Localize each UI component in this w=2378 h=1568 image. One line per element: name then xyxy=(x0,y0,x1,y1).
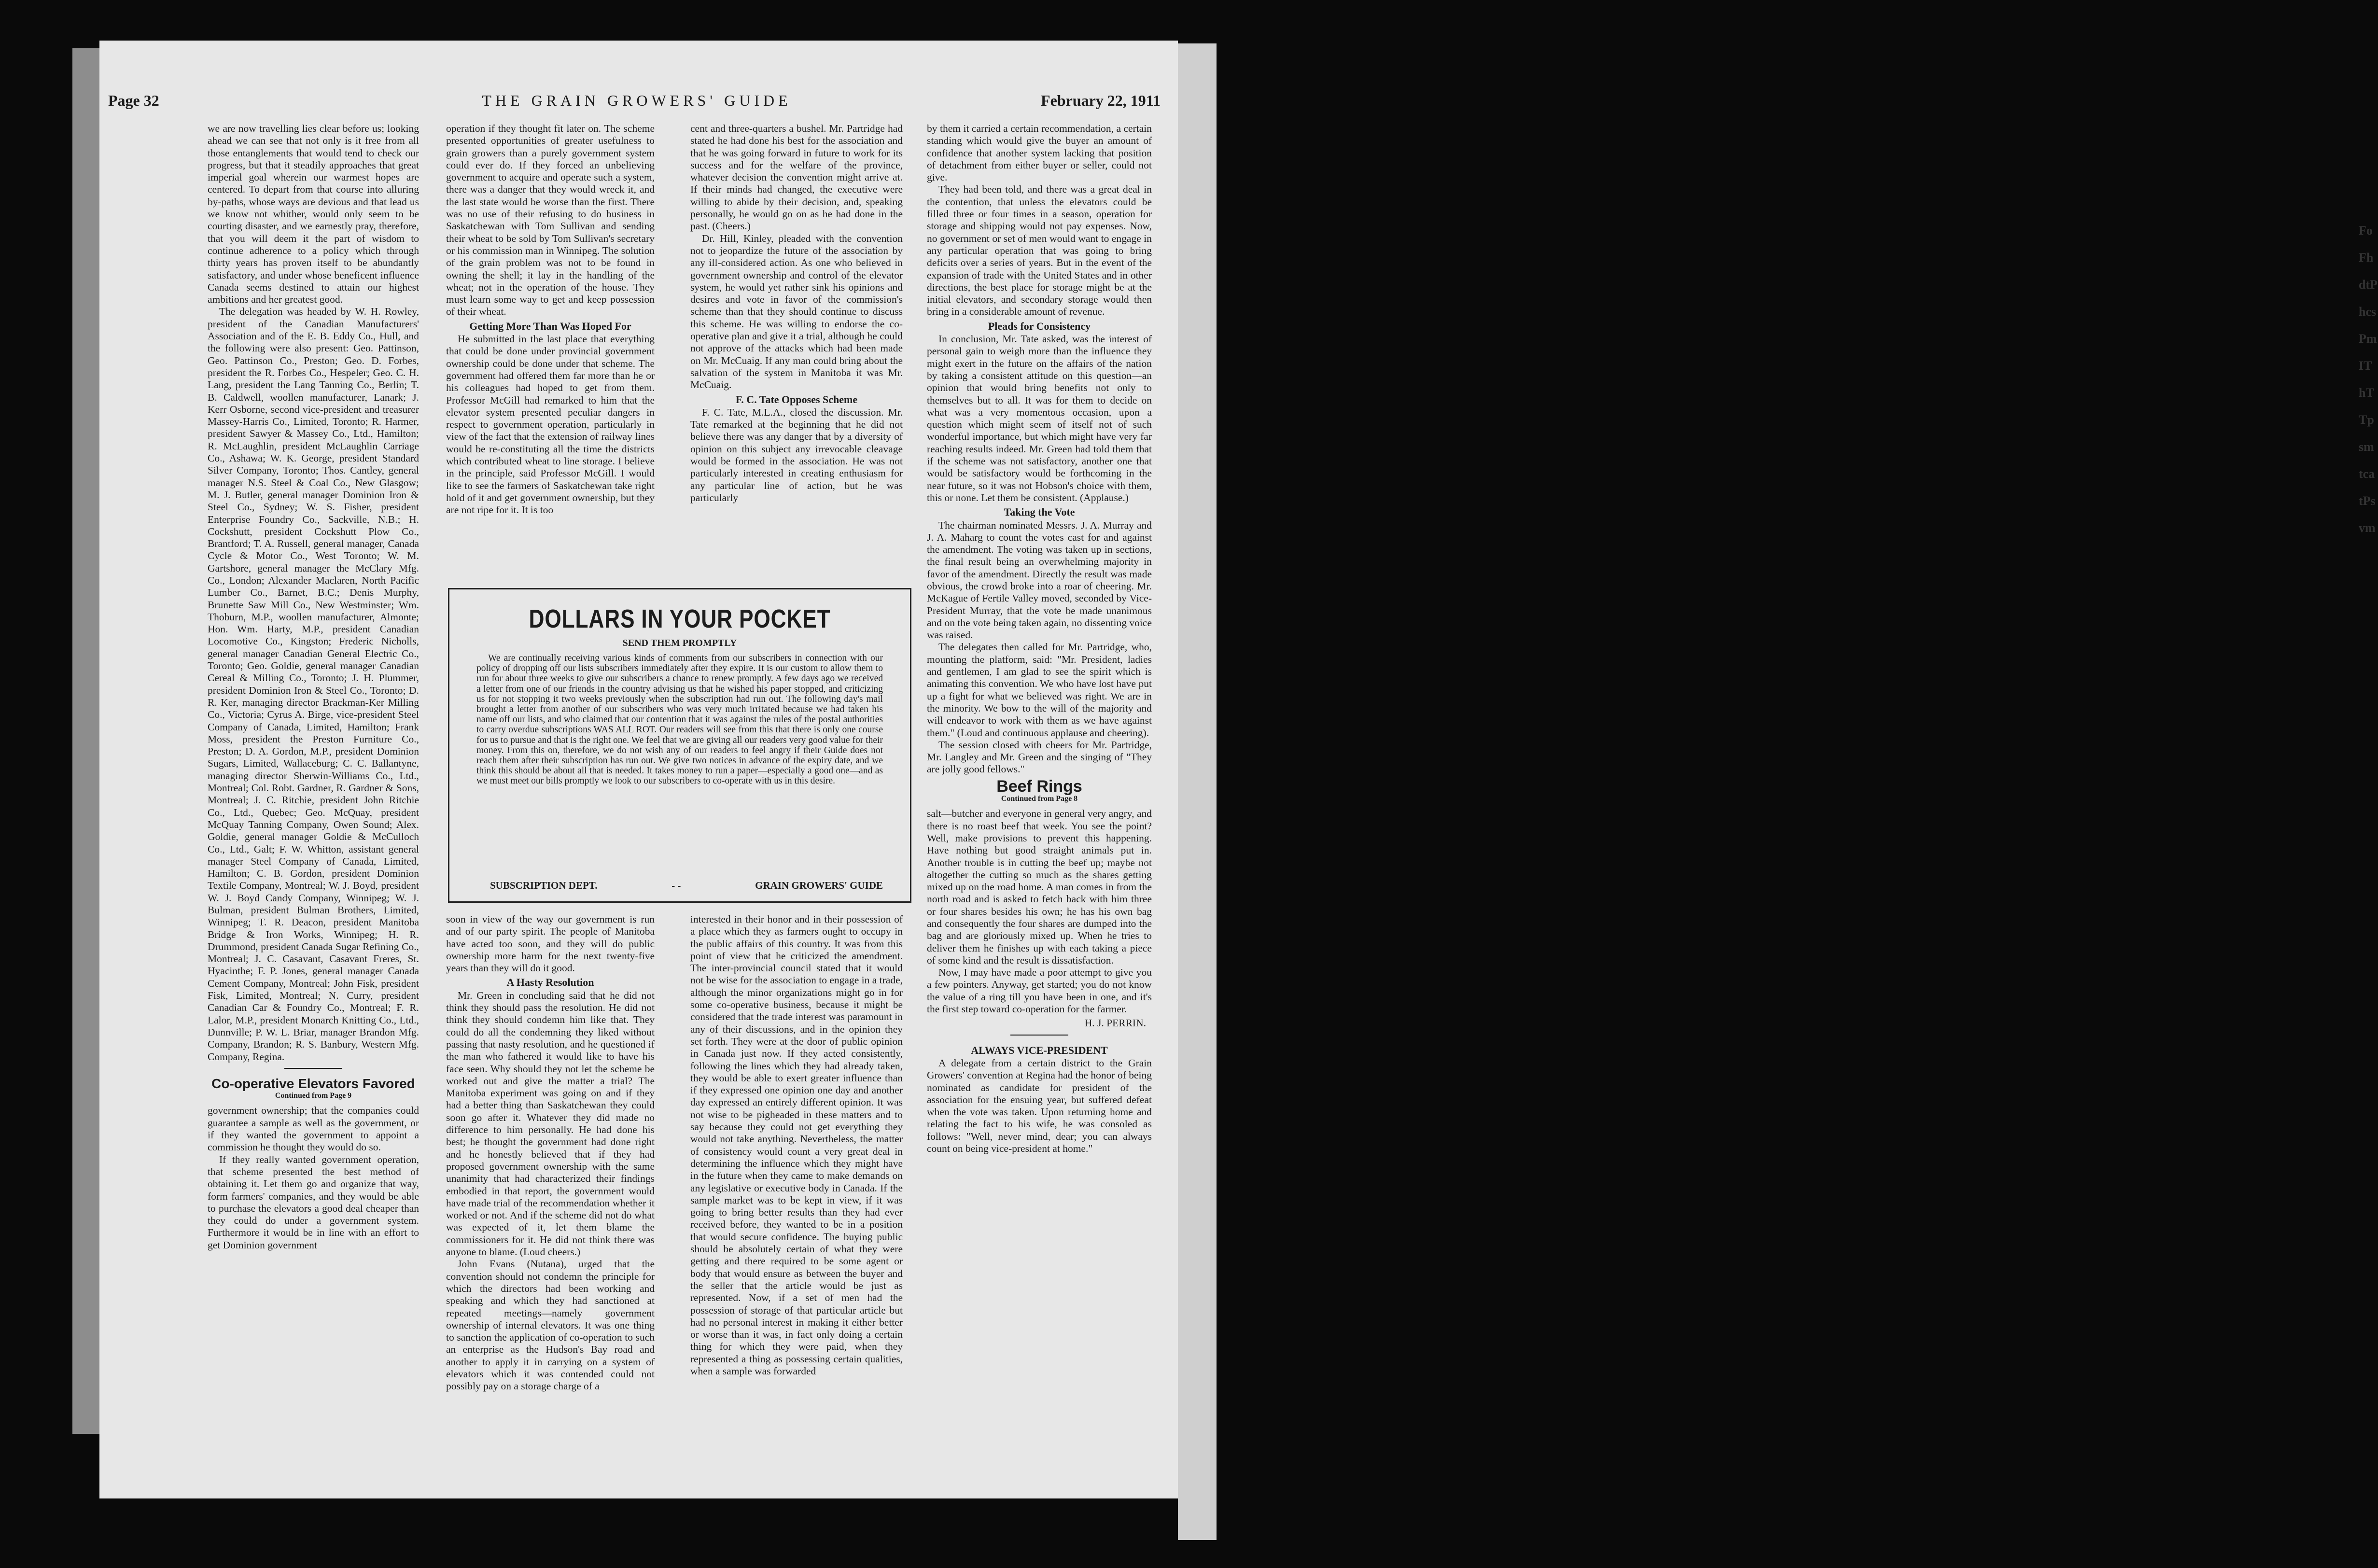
article-paragraph: government ownership; that the companies could guarantee a sample as well as the government, or if they wanted the government to appoint a commission he thought they would do so. xyxy=(208,1105,419,1153)
article-paragraph: operation if they thought fit later on. The scheme presented opportunities of greater usefulness to grain growers than a purely government system could ever do. If they forced an unbelieving government to acquire and operate such a system, there was a danger that they would wreck it, and the last state would be worse than the first. There was no use of their refusing to do business in Saskatchewan with Tom Sullivan and sending their wheat to be sold by Tom Sullivan's secretary or his commission man in Winnipeg. The solution of the grain problem was not to be found in owning the shell; it lay in the handling of the wheat; not in the operation of the house. They must learn some way to get and keep possession of their wheat. xyxy=(446,123,655,318)
adjacent-page-strip xyxy=(1178,43,2378,1540)
article-paragraph: The chairman nominated Messrs. J. A. Murray and J. A. Maharg to count the votes cast for and against the amendment. The voting was taken up in sections, the final result being an overwhelming majority in favor of the amendment. Directly the result was made obvious, the crowd broke into a roar of cheering. Mr. McKague of Fertile Valley moved, seconded by Vice-President Murray, that the vote be made unanimous and on the vote being taken again, no dissenting voice was raised. xyxy=(927,519,1152,641)
page-header xyxy=(108,92,1165,115)
article-paragraph: In conclusion, Mr. Tate asked, was the interest of personal gain to weigh more than the influence they might exert in the future on the affairs of the nation by taking a consistent attitude on this question—an opinion that would bring benefits not only to themselves but to all. It was for them to decide on what was a very momentous occasion, upon a question which might seem of itself not of such wonderful importance, but which might have very far reaching results indeed. Mr. Green had told them that if the scheme was not satisfactory, another one that would be satisfactory would be forthcoming in the near future, so it was not Hobson's choice with them, this or none. Let them be consistent. (Applause.) xyxy=(927,333,1152,504)
divider xyxy=(1010,1035,1068,1036)
article-paragraph: we are now travelling lies clear before us; looking ahead we can see that not only is it free from all those entanglements that would tend to check our progress, but that it steadily approaches that great imperial goal wherein our warmest hopes are centered. To depart from that course into alluring by-paths, whose ways are devious and that lead us we know not whither, would only seem to be courting disaster, and we earnestly pray, therefore, that you will deem it the part of wisdom to continue adherence to a policy which through thirty years has proven itself to be abundantly satisfactory, and under whose beneficent influence Canada seems destined to attain our highest ambitions and her greatest good. xyxy=(208,123,419,306)
author-signature: H. J. PERRIN. xyxy=(1084,1017,1146,1029)
issue-date: February 22, 1911 xyxy=(1041,92,1161,109)
article-paragraph: soon in view of the way our government is run and of our party spirit. The people of Manitoba have acted too soon, and they will do public ownership more harm for the next twenty-five years than they will do it good. xyxy=(446,913,655,974)
column-1 xyxy=(208,123,419,1465)
article-paragraph: Dr. Hill, Kinley, pleaded with the convention not to jeopardize the future of the association by any ill-considered action. As one who believed in government ownership and control of the elevator system, he would yet rather sink his opinions and desires and vote in favor of the commission's scheme than that they should continue to discuss this scheme. He was willing to endorse the co-operative plan and give it a trial, although he could not approve of the attacks which had been made on Mr. McCuaig. If any man could bring about the salvation of the system in Manitoba it was Mr. McCuaig. xyxy=(690,232,903,391)
subheading: Getting More Than Was Hoped For xyxy=(469,320,631,332)
article-paragraph: salt—butcher and everyone in general very angry, and there is no roast beef that week. You see the point? Well, make provisions to prevent this happening. Have nothing but good straight animals put in. Another trouble is in cutting the beef up; maybe not altogether the cutting so much as the shares getting mixed up on the road home. A man comes in from the north road and is asked to fetch back with him three or four shares besides his own; he has his own bag and consequently the four shares are dumped into the bag and are gloriously mixed up. When he tries to deliver them he finishes up with each taking a piece of some kind and the result is dissatisfaction. xyxy=(927,808,1152,966)
divider xyxy=(284,1068,342,1069)
page-number: Page 32 xyxy=(108,92,159,109)
adjacent-page-letters: FoFhdtPhcsPmIThTTpsmtcatPsvm xyxy=(2359,224,2378,535)
article-paragraph: The session closed with cheers for Mr. Partridge, Mr. Langley and Mr. Green and the singing of "They are jolly good fellows." xyxy=(927,739,1152,775)
continued-note: Continued from Page 9 xyxy=(275,1092,352,1100)
notice-dashes: - - xyxy=(671,880,681,891)
subheading: Pleads for Consistency xyxy=(988,320,1091,332)
column-3-top xyxy=(690,123,903,586)
article-paragraph: The delegates then called for Mr. Partridge, who, mounting the platform, said: "Mr. President, ladies and gentlemen, I am glad to see the spirit which is animating this convention. We who have lost have put up a fight for what we believed was right. We are in the minority. We bow to the will of the majority and will endeavor to work with them as we have against them." (Loud and continuous applause and cheering). xyxy=(927,641,1152,739)
article-paragraph: If they really wanted government operation, that scheme presented the best method of obtaining it. Let them go and organize that way, form farmers' companies, and they would be able to purchase the elevators a good deal cheaper than they could do under a government system. Furthermore it would be in line with an effort to get Dominion government xyxy=(208,1153,419,1251)
column-2-top xyxy=(446,123,655,586)
article-paragraph: F. C. Tate, M.L.A., closed the discussion. Mr. Tate remarked at the beginning that he did not believe there was any danger that by a diversity of opinion on this subject any irrevocable cleavage would be formed in the association. He was not particularly interested in creating enthusiasm for any particular line of action, but he was particularly xyxy=(690,406,903,504)
continued-note: Continued from Page 8 xyxy=(1001,795,1078,803)
article-paragraph: They had been told, and there was a great deal in the contention, that unless the elevators could be filled three or four times in a season, operation for storage and shipping would not pay expenses. Now, no government or set of men would want to engage in any particular operation that was going to bring deficits over a series of years. But in the event of the expansion of trade with the United States and in other directions, the best place for storage might be at the initial elevators, and secondary storage would then bring in a considerable amount of revenue. xyxy=(927,183,1152,318)
article-paragraph: He submitted in the last place that everything that could be done under provincial government ownership could be done under that scheme. The government had offered them far more than he or his colleagues had hoped to get from them. Professor McGill had remarked to him that the elevator system presented peculiar dangers in respect to government operation, particularly in view of the fact that the extension of railway lines would be re-constituting all the time the districts which contributed wheat to line storage. I believe in the principle, said Professor McGill. I would like to see the farmers of Saskatchewan take right hold of it and get government ownership, but they are not ripe for it. It is too xyxy=(446,333,655,516)
column-3-bottom xyxy=(690,913,903,1465)
masthead-title: THE GRAIN GROWERS' GUIDE xyxy=(482,92,792,109)
article-paragraph: The delegation was headed by W. H. Rowley, president of the Canadian Manufacturers' Association and of the E. B. Eddy Co., Hull, and the following were also present: Geo. Pattinson, Geo. Pattinson Co., Preston; Geo. D. Forbes, president the R. Forbes Co., Hespeler; Geo. C. H. Lang, president the Lang Tanning Co., Berlin; T. B. Caldwell, woollen manufacturer, Lanark; J. Kerr Osborne, second vice-president and treasurer Massey-Harris Co., Limited, Toronto; R. Harmer, president Sawyer & Massey Co., Ltd., Hamilton; R. McLaughlin, president McLaughlin Carriage Co., Ashawa; W. K. George, president Standard Silver Company, Toronto; Thos. Cantley, general manager N.S. Steel & Coal Co., New Glasgow; M. J. Butler, general manager Dominion Iron & Steel Co., Sydney; W. S. Fisher, president Enterprise Foundry Co., Sackville, N.B.; H. Cockshutt, president Cockshutt Plow Co., Brantford; T. A. Russell, general manager, Canada Cycle & Motor Co., West Toronto; W. M. Gartshore, general manager the McClary Mfg. Co., London; Alexander Maclaren, North Pacific Lumber Co., Barnet, B.C.; Denis Murphy, Brunette Saw Mill Co., New Westminster; Wm. Thoburn, M.P., woollen manufacturer, Almonte; Hon. Wm. Harty, M.P., president Canadian Locomotive Co., Kingston; Frederic Nicholls, general manager Canadian General Electric Co., Toronto; Geo. Goldie, general manager Canadian Cereal & Milling Co., Toronto; J. H. Plummer, president Dominion Iron & Steel Co., Toronto; D. R. Ker, managing director Brackman-Ker Milling Co., Victoria; Cyrus A. Birge, vice-president Steel Company of Canada, Limited, Hamilton; Frank Moss, president the Preston Furniture Co., Preston; D. A. Gordon, M.P., president Dominion Sugars, Limited, Wallaceburg; C. C. Ballantyne, managing director Sherwin-Williams Co., Ltd., Montreal; Col. Robt. Gardner, R. Gardner & Sons, Montreal; J. C. Ritchie, president John Ritchie Co., Ltd., Quebec; Geo. McQuay, president McQuay Tanning Company, Owen Sound; Alex. Goldie, general manager Goldie & McCulloch Co., Ltd., Galt; F. W. Whitton, assistant general manager Steel Company of Canada, Limited, Hamilton; C. B. Gordon, president Dominion Textile Company, Montreal; W. J. Boyd, president W. J. Boyd Candy Company, Winnipeg; W. J. Bulman, president Bulman Brothers, Limited, Winnipeg; T. R. Deacon, president Manitoba Bridge & Iron Works, Winnipeg; H. R. Drummond, president Canada Sugar Refining Co., Montreal; J. C. Casavant, Casavant Freres, St. Hyacinthe; F. P. Jones, general manager Canada Cement Company, Montreal; John Fisk, president Fisk, Limited, Montreal; N. Curry, president Canadian Car & Foundry Co., Montreal; F. R. Lalor, M.P., president Monarch Knitting Co., Ltd., Dunnville; P. W. L. Briar, manager Brandon Mfg. Company, Brandon; R. S. Banbury, Western Mfg. Company, Regina. xyxy=(208,306,419,1063)
notice-subtitle: SEND THEM PROMPTLY xyxy=(622,638,737,648)
article-headline-vice-president: ALWAYS VICE-PRESIDENT xyxy=(971,1044,1108,1056)
article-paragraph: cent and three-quarters a bushel. Mr. Partridge had stated he had done his best for the association and that he was going forward in future to work for its success and for the welfare of the province, whatever decision the convention might arrive at. If their minds had changed, the executive were willing to abide by their decision, and, speaking personally, he would go on as he had done in the past. (Cheers.) xyxy=(690,123,903,232)
notice-footer xyxy=(490,880,883,892)
notice-paragraph: We are continually receiving various kinds of comments from our subscribers in connection with our policy of dropping off our lists subscribers immediately after they expire. It is our custom to allow them to run for about three weeks to give our subscribers a chance to renew promptly. A few days ago we received a letter from one of our friends in the country advising us that he wished his paper stopped, and criticizing us for not stopping it two weeks previously when the subscription had run out. The following day's mail brought a letter from another of our subscribers who was very much irritated because we had taken his name off our lists, and who claimed that our contention that it was against the rules of the postal authorities to carry overdue subscriptions WAS ALL ROT. Our readers will see from this that there is only one course for us to pursue and that is the right one. We feel that we are giving all our readers very good value for their money. From this on, therefore, we do not wish any of our readers to feel angry if their Guide does not reach them after their subscription has run out. We give two notices in advance of the expiry date, and we think this should be about all that is needed. It takes money to run a paper—especially a good one—and as we must meet our bills promptly we look to our subscribers to co-operate with us in this desire. xyxy=(476,653,883,786)
subscription-notice-box xyxy=(448,588,911,903)
subheading: Taking the Vote xyxy=(1004,506,1075,518)
column-4 xyxy=(927,123,1152,1465)
article-paragraph: Now, I may have made a poor attempt to give you a few pointers. Anyway, get started; you do not know the value of a ring till you have been in one, and it's the first step toward co-operation for the farmer. xyxy=(927,966,1152,1015)
column-2-bottom xyxy=(446,913,655,1465)
article-paragraph: interested in their honor and in their possession of a place which they as farmers ought to occupy in the public affairs of this country. It was from this point of view that he criticized the amendment. The inter-provincial council stated that it would not be wise for the association to engage in a trade, although the minor organizations might go in for some co-operative business, because it might be considered that the trade interest was paramount in any of their discussions, and in the opinion they set forth. They were at the door of public opinion in Canada just now. If they acted consistently, following the lines which they had already taken, they would be able to exert greater influence than if they expressed one opinion one day and another day expressed an entirely different opinion. It was not wise to be pigheaded in these matters and to say because they could not get everything they would not take anything. Nevertheless, the matter of consistency would count a very great deal in determining the influence which they might have in the future when they came to make demands on any legislative or executive body in Canada. If the sample market was to be kept in view, if it was going to bring better results than they had ever received before, they wanted to be in a position that would secure confidence. The buying public should be absolutely certain of what they were getting and there required to be some agent or body that would ensure as between the buyer and the seller that the article would be just as represented. Now, if a set of men had the possession of storage of that particular article but had no personal interest in making it either better or worse than it was, in fact only doing a certain thing for which they were paid, when they represented a thing as possessing certain qualities, when a sample was forwarded xyxy=(690,913,903,1377)
article-paragraph: A delegate from a certain district to the Grain Growers' convention at Regina had the honor of being nominated as candidate for president of the association for the ensuing year, but suffered defeat when the vote was taken. Upon returning home and relating the fact to his wife, he was consoled as follows: "Well, never mind, dear; you can always count on being vice-president at home." xyxy=(927,1057,1152,1155)
article-paragraph: by them it carried a certain recommendation, a certain standing which would give the buyer an amount of confidence that another system lacking that position of detachment from either buyer or seller, could not give. xyxy=(927,123,1152,183)
article-paragraph: John Evans (Nutana), urged that the convention should not condemn the principle for which the directors had been working and speaking and which they had sanctioned at repeated meetings—namely government ownership of internal elevators. It was one thing to sanction the application of co-operation to such an enterprise as the Hudson's Bay road and another to apply it in carrying on a system of elevators which it was contended could not possibly pay on a storage charge of a xyxy=(446,1258,655,1392)
subheading: A Hasty Resolution xyxy=(506,976,594,989)
article-headline-beef-rings: Beef Rings xyxy=(996,777,1082,796)
notice-title: DOLLARS IN YOUR POCKET xyxy=(529,604,831,633)
notice-body xyxy=(476,653,883,786)
article-headline-cooperative-elevators: Co-operative Elevators Favored xyxy=(211,1076,415,1091)
subheading: F. C. Tate Opposes Scheme xyxy=(735,393,858,406)
notice-publisher: GRAIN GROWERS' GUIDE xyxy=(755,880,883,891)
article-paragraph: Mr. Green in concluding said that he did not think they should pass the resolution. He did not think they should condemn him like that. They could do all the condemning they liked without passing that nasty resolution, and he questioned if the man who fathered it would like to have his face seen. Why should they not let the scheme be worked out and give the matter a trial? The Manitoba experiment was going on and if they had a better thing than Saskatchewan they could soon go after it. Whatever they did made no difference to him personally. He had done his best; he thought the government had done right and he honestly believed that if they had proposed government ownership with the same unanimity that had characterized their findings embodied in that report, the government would have made trial of the recommendation whether it worked or not. And if the scheme did not do what was expected of it, let them blame the commissioners for it. He did not think there was anyone to blame. (Loud cheers.) xyxy=(446,989,655,1258)
notice-dept: SUBSCRIPTION DEPT. xyxy=(490,880,598,891)
